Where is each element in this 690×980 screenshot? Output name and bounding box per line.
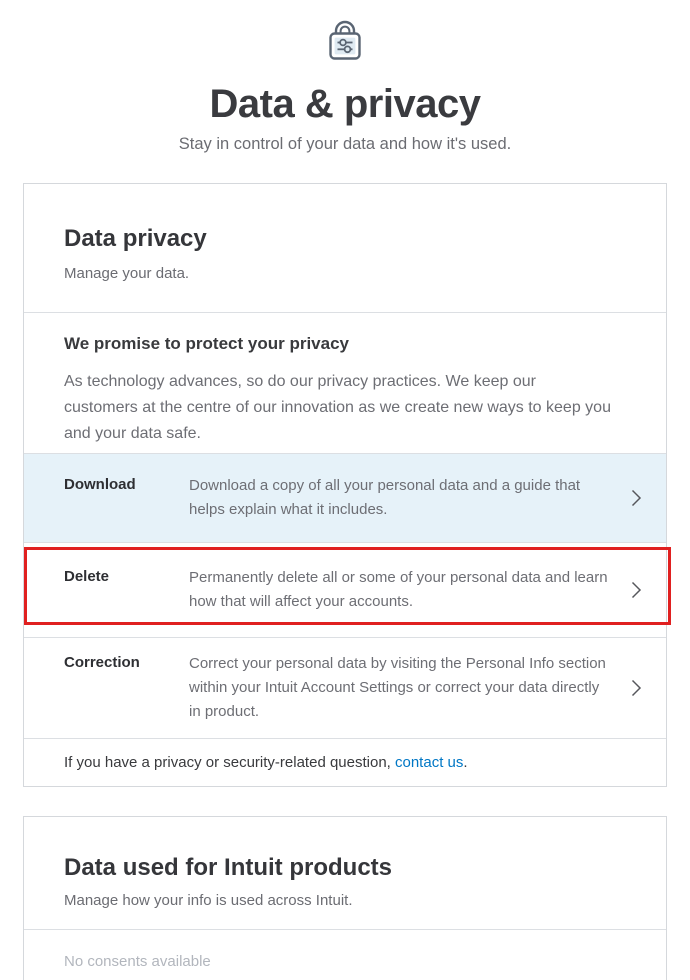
privacy-promise-body: As technology advances, so do our privacy practices. We keep our customers at the centre of our innovation as we create new ways to keep you and your data safe. <box>64 373 611 442</box>
download-row-description: Download a copy of all your personal data and a guide that helps explain what it includes. <box>189 477 581 518</box>
data-privacy-card-title: Data privacy <box>64 225 207 252</box>
data-privacy-card <box>23 183 667 787</box>
delete-data-row[interactable] <box>24 542 666 637</box>
chevron-right-icon <box>619 489 642 507</box>
delete-row-description: Permanently delete all or some of your personal data and learn how that will affect your accounts. <box>189 569 608 610</box>
privacy-promise-heading: We promise to protect your privacy <box>64 334 349 353</box>
privacy-lock-icon <box>321 12 369 60</box>
contact-us-link[interactable]: contact us <box>395 754 464 771</box>
footer-text-after-link: . <box>463 754 468 771</box>
privacy-question-footer <box>24 738 666 786</box>
data-privacy-card-header <box>24 184 666 312</box>
footer-text-before-link: If you have a privacy or security-related question, <box>64 754 395 771</box>
consents-card-title: Data used for Intuit products <box>64 854 393 881</box>
correction-row-description: Correct your personal data by visiting the Personal Info section within your Intuit Account Settings or correct your data directly in product. <box>189 655 606 720</box>
page-header <box>0 0 690 155</box>
correction-row-label: Correction <box>64 654 140 671</box>
page-subtitle: Stay in control of your data and how it's used. <box>178 135 512 153</box>
consents-card-subtitle: Manage how your info is used across Intuit. <box>64 892 353 909</box>
delete-row-label: Delete <box>64 568 110 585</box>
correction-data-row[interactable] <box>24 637 666 738</box>
download-row-label: Download <box>64 476 136 493</box>
consents-card <box>23 816 667 980</box>
no-consents-empty-state: No consents available <box>24 929 666 980</box>
consents-card-header <box>24 817 666 929</box>
chevron-right-icon <box>619 679 642 697</box>
page-title: Data & privacy <box>209 82 481 126</box>
chevron-right-icon <box>619 581 642 599</box>
privacy-promise-section <box>24 312 666 453</box>
download-data-row[interactable] <box>24 453 666 542</box>
data-privacy-card-subtitle: Manage your data. <box>64 265 190 282</box>
